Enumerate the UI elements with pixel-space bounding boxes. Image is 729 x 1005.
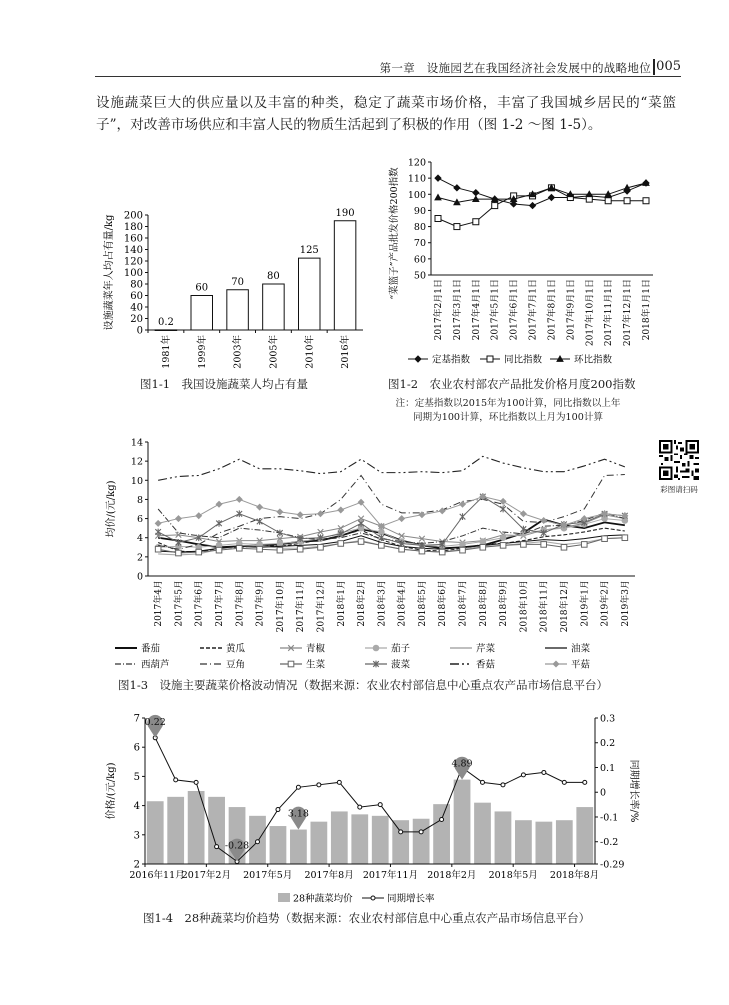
bar [433, 804, 450, 864]
x-tick-label: 2018年6月 [438, 580, 449, 627]
bar [334, 221, 356, 330]
x-tick-label: 2017年12月 [316, 580, 327, 633]
y-tick-label: 140 [123, 245, 143, 256]
x-tick-label: 2019年1月 [580, 580, 591, 627]
series-line-group [155, 494, 627, 529]
qr-code-label: 彩图请扫码 [660, 485, 698, 494]
figure-4-caption: 图1-4 28种蔬菜均价趋势（数据来源：农业农村部信息中心重点农产品市场信息平台） [143, 911, 591, 925]
data-point [480, 539, 486, 545]
data-point [257, 518, 263, 525]
bar [167, 797, 184, 864]
data-label: 70 [231, 276, 244, 288]
series-line-group [158, 456, 625, 480]
x-tick-label: 2019年3月 [620, 580, 631, 627]
data-point [256, 840, 260, 844]
y-tick-label: 20 [130, 314, 143, 325]
data-point [548, 195, 554, 201]
legend-label: 青椒 [306, 643, 326, 655]
data-point [318, 544, 324, 550]
data-point [257, 546, 263, 552]
legend-label: 平菇 [571, 659, 591, 671]
y-tick-label: 7 [133, 713, 140, 725]
x-tick-label: 2017年10月1日 [585, 279, 596, 347]
y-tick-label: 200 [123, 210, 143, 222]
series-line-group [155, 535, 627, 556]
x-tick-label: 2017年12月1日 [623, 279, 634, 347]
y-tick-label: 70 [413, 238, 426, 250]
bar [263, 284, 285, 330]
data-point [419, 512, 425, 518]
body-paragraph: 设施蔬菜巨大的供应量以及丰富的种类，稳定了蔬菜市场价格，丰富了我国城乡居民的“菜篮子”，对改善市场供应和丰富人民的物质生活起到了积极的作用（图 1-2 ～图 1-5）。 [96, 95, 676, 133]
y-tick-label: 4 [136, 533, 143, 545]
data-point [277, 509, 283, 515]
y-tick-label: 40 [130, 302, 143, 314]
x-tick-label: 2005年 [268, 335, 280, 369]
x-tick-label: 2017年11月 [362, 870, 419, 881]
x-tick-label: 2018年2月 [357, 580, 368, 627]
data-point [500, 535, 506, 541]
y-tick-label: 50 [413, 270, 426, 282]
legend-label: 豆角 [226, 659, 246, 671]
data-point [473, 190, 479, 196]
x-tick-label: 2017年11月 [296, 580, 307, 633]
figure-3-caption: 图1-3 设施主要蔬菜价格波动情况（数据来源：农业农村部信息中心重点农产品市场信息平台） [118, 678, 609, 692]
data-point [440, 817, 444, 821]
legend-label: 黄瓜 [226, 643, 246, 655]
x-tick-label: 2017年2月1日 [434, 279, 444, 341]
data-point [602, 536, 608, 542]
callout-label: 0.22 [144, 716, 166, 728]
x-tick-label: 2018年9月 [499, 580, 510, 627]
y-axis-label: 均价/(元/kg) [106, 480, 117, 538]
legend-marker [371, 896, 375, 900]
x-tick-label: 2018年3月 [377, 580, 388, 627]
y-tick-label: 160 [123, 233, 143, 245]
y2-tick-label: 0.2 [600, 738, 616, 750]
data-point [454, 185, 460, 191]
bar [227, 290, 249, 330]
data-point [215, 845, 219, 849]
data-point [399, 516, 405, 522]
y2-tick-label: 0.3 [600, 713, 616, 725]
legend-label: 环比指数 [574, 354, 613, 366]
data-callout [145, 715, 166, 738]
x-tick-label: 2017年8月 [235, 580, 246, 627]
x-tick-label: 2017年7月1日 [528, 279, 539, 341]
x-tick-label: 2018年5月 [488, 870, 538, 881]
x-tick-label: 2018年7月 [458, 580, 469, 627]
y-tick-label: 100 [123, 268, 143, 279]
series-line-group [158, 509, 625, 543]
y-tick-label: 3 [133, 830, 140, 842]
data-point [435, 195, 441, 200]
x-tick-label: 2018年1月 [336, 580, 347, 627]
bar [576, 807, 593, 864]
data-point [622, 535, 628, 541]
bar [191, 296, 213, 331]
data-point [216, 501, 222, 507]
legend-marker [553, 661, 559, 667]
bar [474, 803, 491, 864]
x-tick-label: 2017年6月 [194, 580, 205, 627]
data-point [317, 783, 321, 787]
y-tick-label: 60 [413, 254, 426, 266]
figure-2-caption: 图1-2 农业农村部农产品批发价格月度200指数 [388, 377, 636, 391]
data-label: 190 [335, 207, 355, 219]
data-point [500, 543, 506, 549]
data-label: 0.2 [157, 316, 174, 328]
x-tick-label: 2018年8月 [478, 580, 489, 627]
data-point [176, 550, 182, 556]
legend-label: 番茄 [141, 643, 161, 655]
data-point [277, 541, 283, 547]
x-tick-label: 2018年5月 [417, 580, 428, 627]
data-point [155, 529, 161, 536]
series-line-group [155, 516, 627, 550]
y-tick-label: 100 [407, 189, 426, 201]
data-point [460, 513, 466, 520]
data-callout [225, 839, 249, 862]
data-point [237, 497, 243, 503]
callout-label: -0.28 [224, 840, 250, 852]
bar [392, 820, 409, 864]
x-tick-label: 2017年6月1日 [509, 279, 520, 341]
x-tick-label: 2018年1月1日 [642, 279, 652, 341]
x-tick-label: 2017年5月1日 [490, 279, 501, 341]
x-tick-label: 2017年10月 [275, 580, 286, 633]
y-tick-label: 120 [123, 256, 143, 268]
series-line [158, 497, 625, 546]
data-point [297, 546, 303, 552]
figure-2-note: 注：定基指数以2015年为100计算，同比指数以上年同期为100计算，环比指数以上月为100计算 [395, 398, 621, 423]
y-tick-label: 110 [407, 173, 426, 185]
legend-label: 西葫芦 [141, 659, 170, 671]
legend-marker [288, 661, 294, 667]
x-tick-label: 2017年8月 [304, 870, 354, 881]
data-point [337, 780, 341, 784]
data-point [276, 808, 280, 812]
legend-marker [415, 356, 421, 362]
y-tick-label: 12 [130, 456, 143, 468]
y2-tick-label: 0 [600, 787, 607, 799]
data-point [521, 773, 525, 777]
data-point [277, 547, 283, 553]
legend-label: 油菜 [571, 643, 591, 655]
legend-swatch [278, 893, 290, 902]
page-header [0, 0, 729, 80]
x-tick-label: 2018年2月 [427, 870, 477, 881]
bar [147, 801, 164, 864]
y-tick-label: 5 [133, 771, 140, 783]
data-point [358, 539, 364, 545]
data-point [581, 542, 587, 548]
bar [208, 797, 225, 864]
data-callout [288, 807, 309, 830]
bar [413, 819, 430, 864]
data-point [196, 513, 202, 519]
legend-label: 同期增长率 [387, 893, 435, 905]
data-point [378, 803, 382, 807]
data-label: 60 [195, 282, 209, 294]
data-point [439, 549, 445, 555]
data-point [379, 529, 385, 535]
legend-label: 28种蔬菜均价 [293, 893, 353, 905]
data-point [338, 541, 344, 547]
data-label: 80 [267, 271, 280, 282]
y2-tick-label: -0.1 [600, 812, 619, 824]
legend-label: 芹菜 [476, 643, 496, 655]
data-point [521, 511, 527, 517]
data-point [460, 501, 466, 507]
data-point [296, 785, 300, 789]
data-point [501, 783, 505, 787]
x-tick-label: 2017年4月 [154, 580, 165, 627]
y-tick-label: 6 [133, 742, 140, 754]
x-tick-label: 2018年12月 [559, 580, 570, 633]
y2-tick-label: -0.29 [600, 859, 625, 871]
bar [556, 820, 573, 864]
data-point [605, 198, 611, 204]
figure-1-caption: 图1-1 我国设施蔬菜人均占有量 [140, 377, 309, 391]
x-tick-label: 2017年4月1日 [471, 279, 482, 341]
bar [290, 830, 307, 864]
data-point [419, 548, 425, 554]
bar [495, 811, 512, 864]
y-tick-label: 60 [130, 291, 143, 302]
x-tick-label: 2017年9月 [255, 580, 266, 627]
qr-code-icon[interactable] [659, 440, 699, 480]
series-line [438, 183, 646, 202]
bar [270, 826, 287, 864]
y-tick-label: 80 [130, 279, 143, 291]
y-tick-label: 2 [133, 859, 140, 871]
data-point [561, 544, 567, 550]
bar [454, 780, 471, 864]
y-tick-label: 0 [136, 325, 143, 337]
series-line [158, 475, 625, 550]
data-point [583, 780, 587, 784]
x-tick-label: 1999年 [196, 335, 208, 369]
data-point [460, 547, 466, 553]
y-axis-label: 价格/(元/kg) [106, 762, 117, 820]
figure-3-line-chart [100, 432, 640, 672]
bar [331, 811, 348, 864]
data-point [155, 521, 161, 527]
x-tick-label: 2017年7月 [215, 580, 226, 627]
y-tick-label: 180 [123, 222, 143, 233]
data-point [379, 543, 385, 549]
data-point [399, 830, 403, 834]
data-point [541, 542, 547, 548]
data-point [541, 518, 547, 524]
x-tick-label: 2017年2月 [181, 870, 231, 881]
bar [515, 820, 532, 864]
figure-2-line-chart [383, 148, 663, 383]
data-point [480, 544, 486, 550]
data-point [530, 203, 536, 209]
x-tick-label: 2017年9月1日 [566, 279, 577, 341]
chapter-title: 第一章 设施园艺在我国经济社会发展中的战略地位 [379, 61, 651, 75]
x-tick-label: 2003年 [232, 335, 244, 369]
y-tick-label: 80 [413, 222, 426, 234]
series-line [158, 456, 625, 480]
legend-label: 菠菜 [391, 659, 411, 671]
data-point [237, 510, 243, 517]
data-point [338, 507, 344, 513]
series-line-group [158, 475, 625, 550]
bar [351, 814, 368, 864]
data-point [624, 198, 630, 204]
legend-label: 生菜 [306, 659, 326, 671]
y-tick-label: 2 [136, 552, 143, 564]
series-line [438, 188, 646, 227]
series-line [158, 509, 625, 543]
data-point [216, 520, 222, 527]
legend-marker [487, 356, 493, 362]
data-point [237, 545, 243, 551]
x-tick-label: 2016年 [340, 335, 352, 369]
figure-4-combo-chart [100, 708, 640, 908]
y-tick-label: 90 [413, 205, 426, 217]
y-axis-label: 设施蔬菜年人均占有量/kg [104, 214, 115, 331]
y-tick-label: 14 [130, 437, 143, 449]
data-point [155, 546, 161, 552]
bar [535, 822, 552, 864]
data-point [419, 830, 423, 834]
data-point [216, 547, 222, 553]
y2-axis-label: 同期增长率/% [628, 759, 639, 823]
data-point [174, 778, 178, 782]
bar [299, 258, 321, 330]
data-point [399, 546, 405, 552]
data-point [454, 224, 460, 230]
legend-label: 同比指数 [504, 354, 543, 366]
x-tick-label: 1981年 [160, 335, 172, 369]
data-point [481, 780, 485, 784]
x-tick-label: 2018年11月 [539, 580, 550, 633]
x-tick-label: 2018年8月 [549, 870, 600, 881]
data-point [500, 506, 506, 513]
data-point [176, 516, 182, 522]
bar [155, 330, 177, 331]
data-point [562, 780, 566, 784]
data-callout [451, 757, 472, 780]
data-point [358, 520, 364, 527]
header-separator [653, 59, 655, 75]
data-label: 125 [299, 245, 319, 257]
data-point [473, 219, 479, 225]
x-tick-label: 2010年 [304, 335, 316, 369]
data-point [196, 549, 202, 555]
legend-label: 茄子 [391, 643, 411, 655]
data-point [297, 512, 303, 518]
figure-1-bar-chart [95, 180, 375, 380]
y-tick-label: 6 [136, 514, 143, 526]
data-point [194, 780, 198, 784]
data-point [435, 175, 441, 181]
y-axis-label: “菜篮子”产品批发价格200指数 [389, 167, 400, 300]
y2-tick-label: -0.2 [600, 837, 619, 849]
data-point [643, 198, 649, 204]
x-tick-label: 2017年8月1日 [547, 279, 558, 341]
data-point [460, 542, 466, 548]
y-tick-label: 10 [130, 475, 143, 487]
bar [310, 822, 327, 864]
data-point [358, 805, 362, 809]
y2-tick-label: 0.1 [600, 762, 616, 774]
data-point [257, 504, 263, 510]
x-tick-label: 2017年5月 [243, 870, 293, 881]
x-tick-label: 2018年10月 [519, 580, 530, 633]
x-tick-label: 2016年11月 [129, 870, 185, 881]
x-tick-label: 2017年11月1日 [604, 279, 615, 347]
y-tick-label: 4 [133, 801, 140, 813]
callout-label: 4.89 [451, 758, 473, 770]
y-tick-label: 120 [407, 157, 426, 169]
legend-label: 香菇 [476, 659, 496, 671]
header-rule [95, 76, 681, 77]
legend-label: 定基指数 [432, 354, 471, 366]
legend-marker [373, 645, 379, 651]
data-point [435, 216, 441, 222]
x-tick-label: 2017年5月 [174, 580, 185, 627]
x-tick-label: 2017年3月1日 [452, 279, 463, 341]
data-point [521, 542, 527, 548]
callout-label: 3.18 [287, 808, 309, 820]
page-number: 005 [656, 59, 681, 74]
y-tick-label: 0 [136, 571, 143, 583]
data-point [492, 203, 498, 209]
x-tick-label: 2019年2月 [600, 580, 611, 627]
y-tick-label: 8 [136, 494, 143, 506]
x-tick-label: 2018年4月 [397, 580, 408, 627]
data-point [542, 770, 546, 774]
bar [372, 816, 389, 864]
